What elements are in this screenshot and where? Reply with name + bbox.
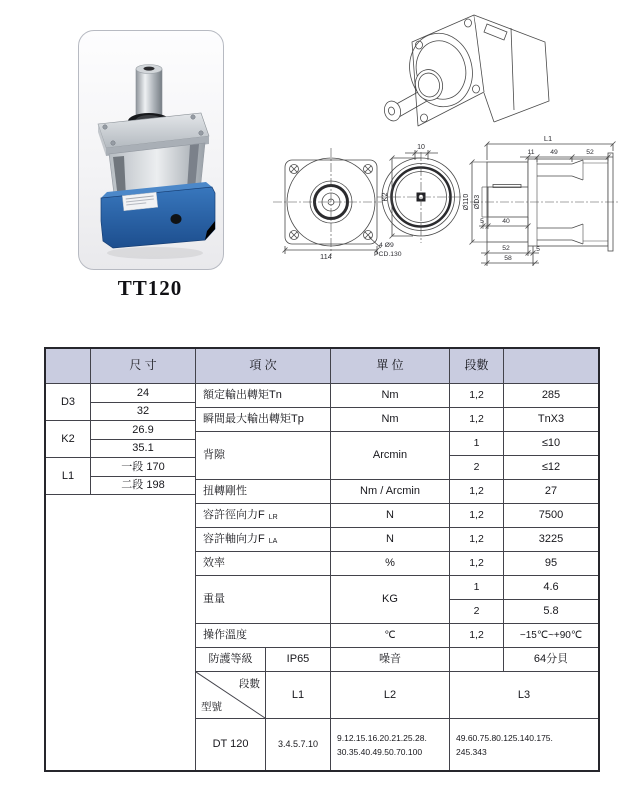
- ratio-diagonal-cell: [196, 672, 266, 719]
- spec-value-backlash-2: ≤12: [504, 456, 598, 480]
- spec-item-radial-sub: LR: [268, 514, 278, 522]
- dim-value-l1-2: 二段 198: [91, 477, 196, 496]
- gearbox-blue-base: [101, 182, 215, 248]
- header-cell-dimension: 尺 寸: [91, 349, 196, 384]
- dim-114-label: 114: [320, 252, 332, 261]
- dim-5-mid-label: 5: [480, 218, 484, 225]
- dim-52-bottom-label: 52: [502, 245, 510, 252]
- spec-item-radial-text: 容許徑向力F: [203, 509, 265, 522]
- spec-stage-weight-2: 2: [450, 600, 504, 624]
- spec-value-temperature: −15℃~+90℃: [504, 624, 598, 648]
- spec-item-protection: 防護等級: [196, 648, 266, 672]
- header-cell-empty: [46, 349, 91, 384]
- spec-item-radial-force: [196, 504, 331, 528]
- spec-item-weight: 重量: [196, 576, 331, 624]
- dim-value-d3-2: 32: [91, 403, 196, 422]
- dim-10-label: 10: [417, 144, 425, 151]
- spec-unit-radial: N: [331, 504, 450, 528]
- spec-stage-efficiency: 1,2: [450, 552, 504, 576]
- spec-stage-tn: 1,2: [450, 384, 504, 408]
- output-face-view: [377, 144, 465, 243]
- dim-11-label: 11: [527, 149, 535, 156]
- gearbox-label-sticker: [122, 192, 157, 210]
- spec-item-efficiency: 效率: [196, 552, 331, 576]
- dim-diad3-label: ØD3: [474, 194, 481, 210]
- spec-stage-radial: 1,2: [450, 504, 504, 528]
- ratio-l3-values: [450, 719, 598, 770]
- ratio-l2-line1: 9.12.15.16.20.21.25.28.: [337, 732, 427, 743]
- spec-unit-tp: Nm: [331, 408, 450, 432]
- spec-value-axial: 3225: [504, 528, 598, 552]
- spec-item-axial-text: 容許軸向力F: [203, 533, 265, 546]
- photo-shadow: [107, 247, 203, 259]
- ratio-l3-line1: 49.60.75.80.125.140.175.: [456, 732, 553, 743]
- dim-label-l1: L1: [46, 458, 91, 495]
- spec-value-weight-1: 4.6: [504, 576, 598, 600]
- header-cell-unit: 單 位: [331, 349, 450, 384]
- ratio-stage-label: 段數: [239, 678, 260, 690]
- dim-52-top-label: 52: [586, 149, 594, 156]
- header-cell-item: 項 次: [196, 349, 331, 384]
- spec-value-efficiency: 95: [504, 552, 598, 576]
- ratio-model-label: 型號: [201, 701, 222, 713]
- spec-value-radial: 7500: [504, 504, 598, 528]
- spec-item-tn: 額定輸出轉矩Tn: [196, 384, 331, 408]
- dim-k2-label: K2: [380, 192, 389, 202]
- spec-item-backlash: 背隙: [196, 432, 331, 480]
- gearbox-shaft: [136, 65, 162, 122]
- dim-label-d3: D3: [46, 384, 91, 421]
- spec-value-tn: 285: [504, 384, 598, 408]
- dim-40-label: 40: [502, 218, 510, 225]
- ratio-l1-values: 3.4.5.7.10: [266, 719, 331, 770]
- spec-unit-efficiency: %: [331, 552, 450, 576]
- spec-value-stiffness: 27: [504, 480, 598, 504]
- gearbox-photo-illustration: [79, 31, 223, 269]
- spec-item-axial-sub: LA: [268, 538, 278, 546]
- pcd-note-label: PCD.130: [374, 251, 402, 258]
- section-view: [463, 134, 620, 266]
- header-cell-value: [504, 349, 598, 384]
- spec-value-backlash-1: ≤10: [504, 432, 598, 456]
- spec-stage-weight-1: 1: [450, 576, 504, 600]
- spec-value-protection: IP65: [266, 648, 331, 672]
- product-model-label: TT120: [117, 276, 183, 300]
- spec-unit-temperature: ℃: [331, 624, 450, 648]
- spec-table: [44, 347, 600, 772]
- ratio-model-value: DT 120: [196, 719, 266, 770]
- technical-drawings: [265, 0, 641, 312]
- spec-stage-temperature: 1,2: [450, 624, 504, 648]
- header-cell-stage: 段數: [450, 349, 504, 384]
- isometric-view: [382, 15, 549, 126]
- dim-empty-area: [46, 495, 196, 770]
- spec-item-stiffness: 扭轉剛性: [196, 480, 331, 504]
- spec-unit-stiffness: Nm / Arcmin: [331, 480, 450, 504]
- spec-unit-tn: Nm: [331, 384, 450, 408]
- gearbox-base-hole: [171, 214, 182, 224]
- spec-item-noise: 噪音: [331, 648, 450, 672]
- dim-label-k2: K2: [46, 421, 91, 458]
- ratio-header-l3: L3: [450, 672, 598, 719]
- dim-value-d3-1: 24: [91, 384, 196, 403]
- ratio-l3-line2: 245.343: [456, 746, 487, 757]
- product-photo-frame: [78, 30, 224, 270]
- dim-5-bottom-label: 5: [536, 246, 540, 253]
- spec-stage-backlash-1: 1: [450, 432, 504, 456]
- dim-58-label: 58: [504, 255, 512, 262]
- spec-unit-backlash: Arcmin: [331, 432, 450, 480]
- dim-value-l1-1: 一段 170: [91, 458, 196, 477]
- section-dim-l1: [485, 134, 616, 160]
- ratio-header-l1: L1: [266, 672, 331, 719]
- dim-value-k2-1: 26.9: [91, 421, 196, 440]
- spec-value-weight-2: 5.8: [504, 600, 598, 624]
- dim-l1-label: L1: [543, 134, 553, 143]
- spec-stage-axial: 1,2: [450, 528, 504, 552]
- spec-unit-axial: N: [331, 528, 450, 552]
- spec-stage-tp: 1,2: [450, 408, 504, 432]
- dim-value-k2-2: 35.1: [91, 440, 196, 459]
- spec-value-tp: TnX3: [504, 408, 598, 432]
- spec-item-tp: 瞬間最大輸出轉矩Tp: [196, 408, 331, 432]
- spec-item-temperature: 操作溫度: [196, 624, 331, 648]
- spec-stage-backlash-2: 2: [450, 456, 504, 480]
- front-view-dim-114: [283, 246, 380, 261]
- dim-49-label: 49: [550, 149, 558, 156]
- spec-item-axial-force: [196, 528, 331, 552]
- spec-unit-weight: KG: [331, 576, 450, 624]
- spec-value-noise: 64分貝: [504, 648, 598, 672]
- spec-stage-noise-empty: [450, 648, 504, 672]
- holes-note-label: 4 Ø9: [379, 242, 394, 249]
- ratio-header-l2: L2: [331, 672, 450, 719]
- dim-dia110-label: Ø110: [463, 193, 470, 211]
- spec-stage-stiffness: 1,2: [450, 480, 504, 504]
- ratio-l2-values: [331, 719, 450, 770]
- ratio-l2-line2: 30.35.40.49.50.70.100: [337, 746, 423, 757]
